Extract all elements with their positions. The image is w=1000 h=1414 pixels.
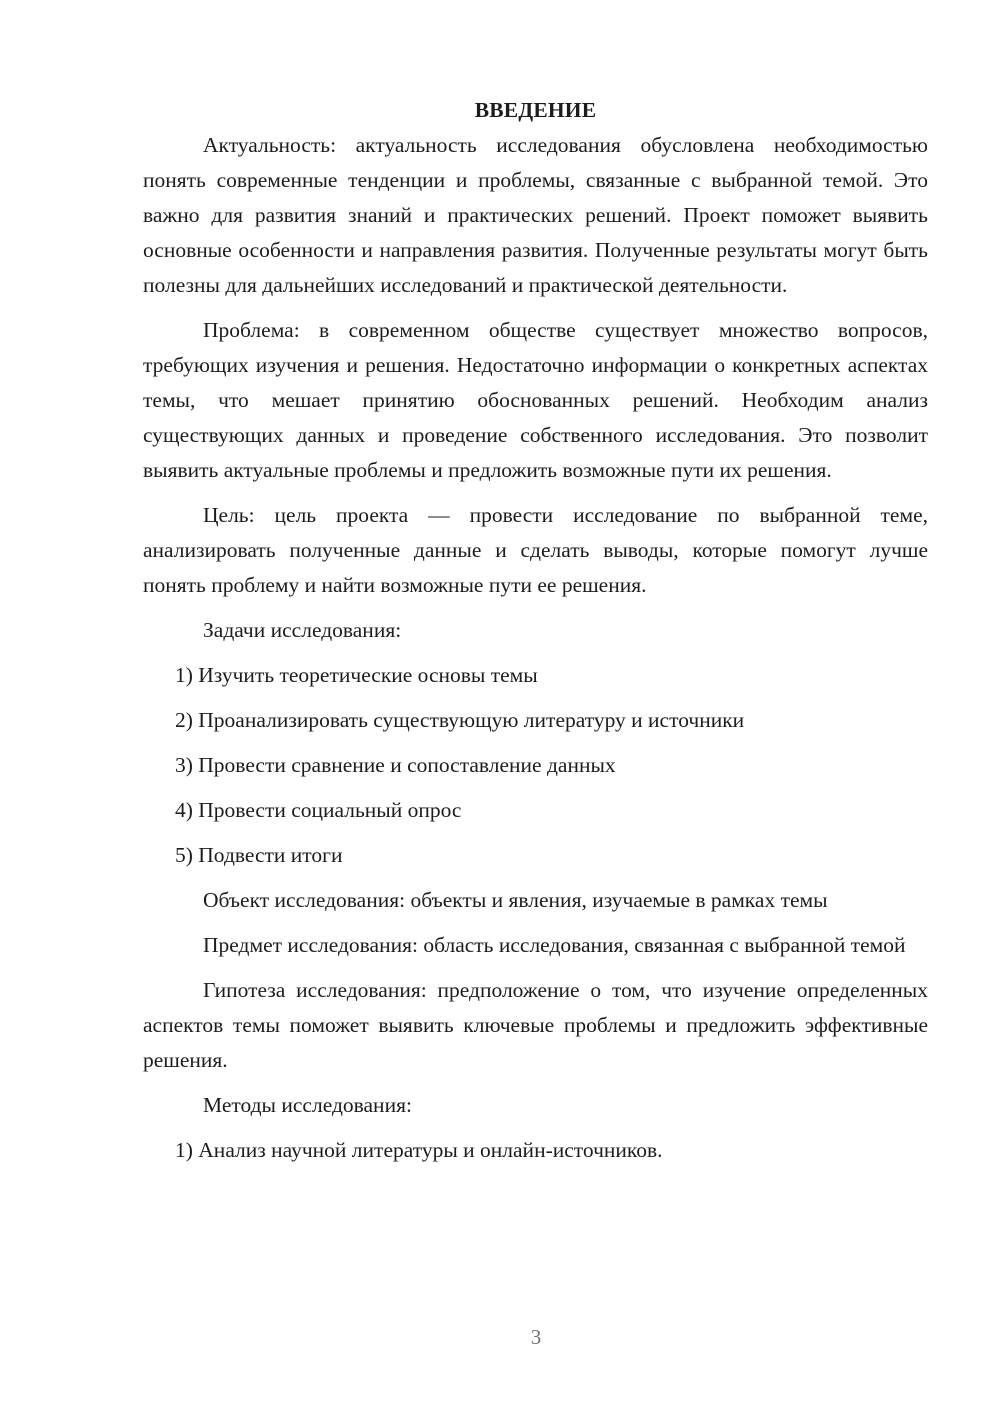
task-item: 5) Подвести итоги bbox=[175, 843, 343, 867]
goal-paragraph: Цель: цель проекта — провести исследование по выбранной теме, анализировать полученные данные и сделать выводы, которые помогут лучше понять проблему и найти возможные пути ее решения. bbox=[143, 503, 928, 597]
section-heading: ВВЕДЕНИЕ bbox=[474, 98, 597, 122]
document-page bbox=[143, 93, 928, 1168]
hypothesis-paragraph: Гипотеза исследования: предположение о том, что изучение определенных аспектов темы поможет выявить ключевые проблемы и предложить эффективные решения. bbox=[143, 978, 928, 1072]
tasks-heading: Задачи исследования: bbox=[203, 618, 402, 642]
methods-heading: Методы исследования: bbox=[203, 1093, 412, 1117]
problem-paragraph: Проблема: в современном обществе существует множество вопросов, требующих изучения и решения. Недостаточно информации о конкретных аспектах темы, что мешает принятию обоснованных решений. Необходим анализ существующих данных и проведение собственного исследования. Это позволит выявить актуальные проблемы и предложить возможные пути их решения. bbox=[143, 318, 928, 482]
task-item: 2) Проанализировать существующую литературу и источники bbox=[175, 708, 745, 732]
task-item: 3) Провести сравнение и сопоставление данных bbox=[175, 753, 616, 777]
page-number: 3 bbox=[530, 1325, 542, 1349]
task-item: 4) Провести социальный опрос bbox=[175, 798, 462, 822]
subject-paragraph: Предмет исследования: область исследования, связанная с выбранной темой bbox=[203, 933, 906, 957]
method-item: 1) Анализ научной литературы и онлайн-источников. bbox=[175, 1138, 663, 1162]
relevance-paragraph: Актуальность: актуальность исследования обусловлена необходимостью понять современные тенденции и проблемы, связанные с выбранной темой. Это важно для развития знаний и практических решений. Проект поможет выявить основные особенности и направления развития. Полученные результаты могут быть полезны для дальнейших исследований и практической деятельности. bbox=[143, 133, 928, 297]
object-paragraph: Объект исследования: объекты и явления, изучаемые в рамках темы bbox=[203, 888, 828, 912]
task-item: 1) Изучить теоретические основы темы bbox=[175, 663, 538, 687]
